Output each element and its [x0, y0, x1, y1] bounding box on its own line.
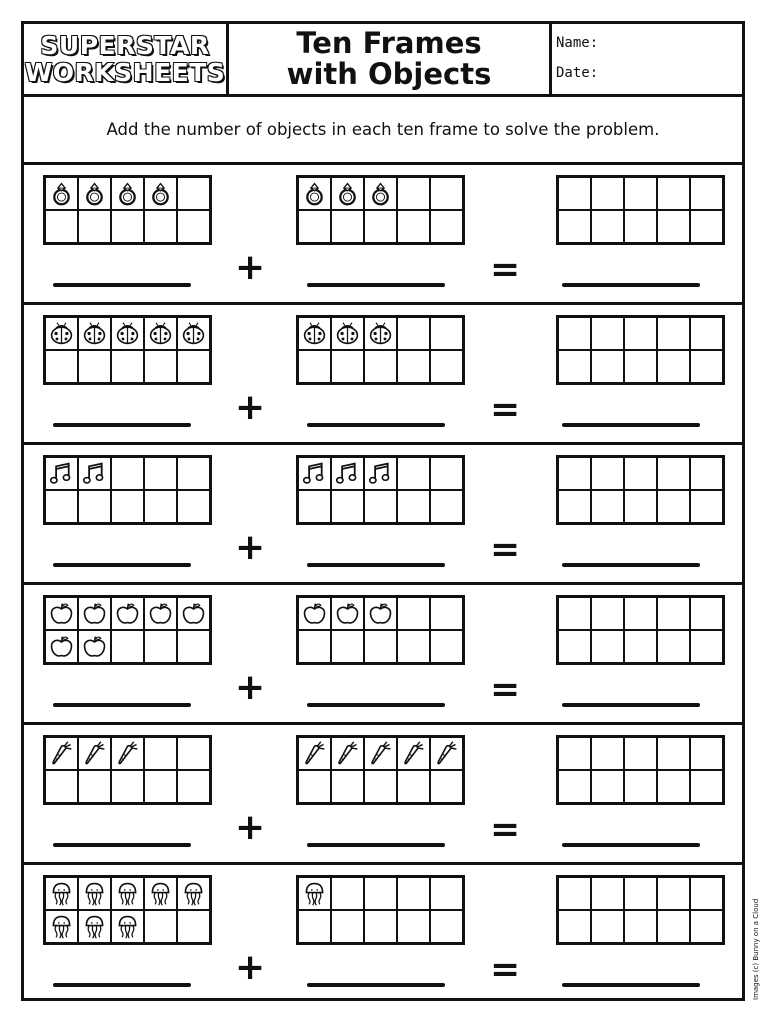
equals-sign: = — [490, 669, 521, 710]
ten-frame-cell — [397, 910, 430, 943]
right-answer-line[interactable] — [307, 983, 445, 987]
header — [24, 24, 742, 97]
ten-frame-cell[interactable] — [558, 737, 591, 770]
ten-frame-cell — [177, 630, 210, 663]
ten-frame-cell — [364, 457, 397, 490]
ten-frame-cell — [78, 317, 111, 350]
ten-frame-cell — [177, 350, 210, 383]
ten-frame-cell — [177, 490, 210, 523]
ten-frame-cell — [111, 877, 144, 910]
ten-frame-cell — [45, 210, 78, 243]
date-field-label[interactable]: Date: — [556, 65, 599, 81]
ten-frame-cell[interactable] — [690, 597, 723, 630]
ten-frame-cell[interactable] — [591, 910, 624, 943]
jellyfish-icon — [48, 913, 75, 940]
ten-frame-cell — [177, 877, 210, 910]
ten-frame-cell — [111, 210, 144, 243]
ten-frame-cell[interactable] — [558, 457, 591, 490]
ten-frame-cell — [144, 597, 177, 630]
ten-frame-cell[interactable] — [591, 490, 624, 523]
right-ten-frame — [296, 595, 465, 665]
left-ten-frame — [43, 875, 212, 945]
sum-answer-line[interactable] — [562, 843, 700, 847]
ten-frame-cell — [144, 877, 177, 910]
left-ten-frame — [43, 595, 212, 665]
ring-icon — [301, 180, 328, 207]
ten-frame-cell[interactable] — [657, 630, 690, 663]
carrot-icon — [334, 740, 361, 767]
ladybug-icon — [48, 320, 75, 347]
ten-frame-cell[interactable] — [657, 490, 690, 523]
ten-frame-cell — [144, 630, 177, 663]
ten-frame-cell — [298, 490, 331, 523]
jellyfish-icon — [81, 880, 108, 907]
ten-frame-cell — [364, 597, 397, 630]
ten-frame-cell — [111, 630, 144, 663]
ten-frame-cell[interactable] — [690, 350, 723, 383]
ladybug-icon — [334, 320, 361, 347]
carrot-icon — [48, 740, 75, 767]
problem-row — [24, 445, 742, 585]
ten-frame-cell — [430, 490, 463, 523]
right-ten-frame — [296, 175, 465, 245]
ten-frame-cell[interactable] — [624, 177, 657, 210]
ten-frame-cell — [298, 317, 331, 350]
plus-sign: + — [235, 247, 266, 288]
ring-icon — [81, 180, 108, 207]
ten-frame-cell — [430, 210, 463, 243]
ring-icon — [367, 180, 394, 207]
left-answer-line[interactable] — [53, 423, 191, 427]
ten-frame-cell — [78, 770, 111, 803]
ten-frame-cell[interactable] — [591, 210, 624, 243]
sum-answer-line[interactable] — [562, 283, 700, 287]
ten-frame-cell — [177, 910, 210, 943]
left-answer-line[interactable] — [53, 283, 191, 287]
ten-frame-cell — [45, 630, 78, 663]
apple-icon — [48, 633, 75, 660]
jellyfish-icon — [81, 913, 108, 940]
ten-frame-cell[interactable] — [558, 177, 591, 210]
ten-frame-cell — [331, 457, 364, 490]
ten-frame-cell — [364, 210, 397, 243]
ten-frame-cell — [331, 597, 364, 630]
ten-frame-cell — [331, 737, 364, 770]
ten-frame-cell — [177, 597, 210, 630]
equals-sign: = — [490, 389, 521, 430]
ten-frame-cell[interactable] — [657, 210, 690, 243]
ten-frame-cell — [111, 737, 144, 770]
carrot-icon — [301, 740, 328, 767]
ladybug-icon — [114, 320, 141, 347]
jellyfish-icon — [301, 880, 328, 907]
ten-frame-cell — [298, 877, 331, 910]
ladybug-icon — [180, 320, 207, 347]
ten-frame-cell — [144, 350, 177, 383]
ten-frame-cell — [177, 177, 210, 210]
music-note-icon — [367, 460, 394, 487]
sum-answer-line[interactable] — [562, 983, 700, 987]
ten-frame-cell — [364, 910, 397, 943]
ten-frame-cell — [144, 770, 177, 803]
ten-frame-cell — [364, 317, 397, 350]
ten-frame-cell — [364, 350, 397, 383]
ten-frame-cell — [430, 770, 463, 803]
ten-frame-cell[interactable] — [624, 350, 657, 383]
ring-icon — [147, 180, 174, 207]
ten-frame-cell — [331, 910, 364, 943]
ten-frame-cell — [45, 877, 78, 910]
ring-icon — [334, 180, 361, 207]
ten-frame-cell — [298, 737, 331, 770]
ten-frame-cell[interactable] — [657, 177, 690, 210]
ten-frame-cell[interactable] — [690, 737, 723, 770]
jellyfish-icon — [48, 880, 75, 907]
answer-ten-frame — [556, 875, 725, 945]
ten-frame-cell — [144, 490, 177, 523]
ten-frame-cell — [177, 210, 210, 243]
ten-frame-cell[interactable] — [690, 177, 723, 210]
ten-frame-cell[interactable] — [591, 350, 624, 383]
carrot-icon — [400, 740, 427, 767]
right-answer-line[interactable] — [307, 563, 445, 567]
ten-frame-cell — [45, 490, 78, 523]
ten-frame-cell — [45, 350, 78, 383]
apple-icon — [367, 600, 394, 627]
apple-icon — [334, 600, 361, 627]
ten-frame-cell — [364, 630, 397, 663]
ten-frame-cell[interactable] — [690, 770, 723, 803]
ladybug-icon — [367, 320, 394, 347]
ten-frame-cell — [111, 770, 144, 803]
ten-frame-cell[interactable] — [624, 770, 657, 803]
title-line-2: with Objects — [286, 57, 492, 91]
ten-frame-cell[interactable] — [591, 737, 624, 770]
ten-frame-cell — [144, 457, 177, 490]
sum-answer-line[interactable] — [562, 703, 700, 707]
apple-icon — [114, 600, 141, 627]
apple-icon — [301, 600, 328, 627]
ten-frame-cell[interactable] — [558, 350, 591, 383]
sum-answer-line[interactable] — [562, 423, 700, 427]
logo-line-2: WORKSHEETS — [24, 58, 226, 87]
carrot-icon — [114, 740, 141, 767]
music-note-icon — [301, 460, 328, 487]
ten-frame-cell — [331, 177, 364, 210]
plus-sign: + — [235, 387, 266, 428]
ten-frame-cell — [144, 737, 177, 770]
right-ten-frame — [296, 455, 465, 525]
ten-frame-cell[interactable] — [690, 317, 723, 350]
ten-frame-cell — [364, 490, 397, 523]
ten-frame-cell — [397, 770, 430, 803]
ten-frame-cell — [298, 770, 331, 803]
plus-sign: + — [235, 807, 266, 848]
ten-frame-cell[interactable] — [690, 490, 723, 523]
ten-frame-cell — [397, 457, 430, 490]
ten-frame-cell[interactable] — [624, 490, 657, 523]
ten-frame-cell — [298, 177, 331, 210]
ten-frame-cell — [397, 350, 430, 383]
plus-sign: + — [235, 667, 266, 708]
ten-frame-cell — [111, 317, 144, 350]
ten-frame-cell — [78, 350, 111, 383]
left-ten-frame — [43, 315, 212, 385]
right-ten-frame — [296, 735, 465, 805]
carrot-icon — [81, 740, 108, 767]
ten-frame-cell[interactable] — [624, 910, 657, 943]
ten-frame-cell[interactable] — [624, 210, 657, 243]
right-answer-line[interactable] — [307, 843, 445, 847]
jellyfish-icon — [180, 880, 207, 907]
ten-frame-cell — [111, 910, 144, 943]
ten-frame-cell[interactable] — [558, 597, 591, 630]
ten-frame-cell — [78, 177, 111, 210]
worksheet — [21, 21, 745, 1001]
ten-frame-cell — [364, 770, 397, 803]
ten-frame-cell — [177, 770, 210, 803]
ten-frame-cell — [331, 770, 364, 803]
ten-frame-cell[interactable] — [690, 210, 723, 243]
ladybug-icon — [301, 320, 328, 347]
page-title — [229, 24, 552, 94]
ten-frame-cell — [78, 630, 111, 663]
ten-frame-cell — [397, 597, 430, 630]
ten-frame-cell — [430, 597, 463, 630]
ten-frame-cell — [364, 877, 397, 910]
ten-frame-cell[interactable] — [624, 317, 657, 350]
ten-frame-cell — [397, 737, 430, 770]
ten-frame-cell — [78, 910, 111, 943]
answer-ten-frame — [556, 175, 725, 245]
ten-frame-cell — [298, 597, 331, 630]
left-answer-line[interactable] — [53, 843, 191, 847]
ten-frame-cell — [298, 910, 331, 943]
ten-frame-cell — [430, 737, 463, 770]
ten-frame-cell — [430, 177, 463, 210]
ten-frame-cell[interactable] — [558, 770, 591, 803]
ten-frame-cell[interactable] — [657, 317, 690, 350]
problem-row — [24, 725, 742, 865]
left-ten-frame — [43, 735, 212, 805]
ten-frame-cell — [144, 317, 177, 350]
ten-frame-cell — [45, 597, 78, 630]
ten-frame-cell[interactable] — [657, 877, 690, 910]
logo — [24, 24, 229, 94]
ten-frame-cell — [111, 350, 144, 383]
ten-frame-cell[interactable] — [591, 177, 624, 210]
carrot-icon — [367, 740, 394, 767]
ten-frame-cell[interactable] — [591, 597, 624, 630]
sum-answer-line[interactable] — [562, 563, 700, 567]
ten-frame-cell[interactable] — [558, 630, 591, 663]
ten-frame-cell — [45, 770, 78, 803]
ten-frame-cell — [430, 317, 463, 350]
ten-frame-cell — [78, 457, 111, 490]
ten-frame-cell — [111, 177, 144, 210]
ten-frame-cell[interactable] — [690, 877, 723, 910]
jellyfish-icon — [147, 880, 174, 907]
ten-frame-cell — [331, 350, 364, 383]
ten-frame-cell[interactable] — [558, 210, 591, 243]
ten-frame-cell — [78, 737, 111, 770]
ten-frame-cell — [331, 490, 364, 523]
left-answer-line[interactable] — [53, 703, 191, 707]
left-ten-frame — [43, 175, 212, 245]
ten-frame-cell — [45, 457, 78, 490]
title-line-1: Ten Frames — [296, 26, 482, 60]
ten-frame-cell — [45, 317, 78, 350]
left-answer-line[interactable] — [53, 563, 191, 567]
problem-row — [24, 585, 742, 725]
ring-icon — [114, 180, 141, 207]
ten-frame-cell[interactable] — [624, 737, 657, 770]
ten-frame-cell — [111, 457, 144, 490]
logo-line-1: SUPERSTAR — [40, 31, 210, 60]
ten-frame-cell — [78, 597, 111, 630]
ten-frame-cell[interactable] — [591, 317, 624, 350]
ten-frame-cell — [430, 630, 463, 663]
problem-row — [24, 165, 742, 305]
apple-icon — [81, 633, 108, 660]
right-answer-line[interactable] — [307, 283, 445, 287]
equals-sign: = — [490, 949, 521, 990]
ten-frame-cell — [45, 910, 78, 943]
ten-frame-cell[interactable] — [657, 910, 690, 943]
right-answer-line[interactable] — [307, 703, 445, 707]
plus-sign: + — [235, 947, 266, 988]
ten-frame-cell[interactable] — [591, 457, 624, 490]
ten-frame-cell[interactable] — [657, 457, 690, 490]
equals-sign: = — [490, 809, 521, 850]
ten-frame-cell — [397, 210, 430, 243]
ten-frame-cell[interactable] — [624, 877, 657, 910]
ten-frame-cell — [298, 210, 331, 243]
ten-frame-cell[interactable] — [591, 630, 624, 663]
ten-frame-cell — [177, 737, 210, 770]
ten-frame-cell[interactable] — [690, 630, 723, 663]
music-note-icon — [81, 460, 108, 487]
ten-frame-cell — [397, 317, 430, 350]
ten-frame-cell — [144, 210, 177, 243]
image-credit: Images (c) Bunny on a Cloud — [752, 898, 760, 1000]
name-field-label[interactable]: Name: — [556, 35, 599, 51]
ten-frame-cell — [397, 630, 430, 663]
apple-icon — [180, 600, 207, 627]
ten-frame-cell — [331, 877, 364, 910]
ten-frame-cell[interactable] — [657, 597, 690, 630]
right-ten-frame — [296, 315, 465, 385]
ten-frame-cell[interactable] — [657, 770, 690, 803]
ten-frame-cell[interactable] — [624, 630, 657, 663]
carrot-icon — [433, 740, 460, 767]
ten-frame-cell — [298, 457, 331, 490]
ten-frame-cell — [78, 210, 111, 243]
ten-frame-cell — [364, 737, 397, 770]
ten-frame-cell — [298, 630, 331, 663]
ten-frame-cell[interactable] — [690, 910, 723, 943]
ten-frame-cell[interactable] — [558, 490, 591, 523]
ten-frame-cell — [397, 490, 430, 523]
ten-frame-cell — [430, 350, 463, 383]
ten-frame-cell — [298, 350, 331, 383]
ten-frame-cell — [364, 177, 397, 210]
ten-frame-cell[interactable] — [624, 457, 657, 490]
ten-frame-cell — [111, 490, 144, 523]
right-ten-frame — [296, 875, 465, 945]
ten-frame-cell — [111, 597, 144, 630]
ring-icon — [48, 180, 75, 207]
apple-icon — [81, 600, 108, 627]
ten-frame-cell — [78, 490, 111, 523]
ladybug-icon — [147, 320, 174, 347]
jellyfish-icon — [114, 913, 141, 940]
music-note-icon — [334, 460, 361, 487]
right-answer-line[interactable] — [307, 423, 445, 427]
ten-frame-cell — [78, 877, 111, 910]
ten-frame-cell[interactable] — [558, 877, 591, 910]
ten-frame-cell[interactable] — [558, 910, 591, 943]
ladybug-icon — [81, 320, 108, 347]
apple-icon — [48, 600, 75, 627]
ten-frame-cell[interactable] — [657, 350, 690, 383]
ten-frame-cell — [177, 317, 210, 350]
ten-frame-cell[interactable] — [624, 597, 657, 630]
left-ten-frame — [43, 455, 212, 525]
plus-sign: + — [235, 527, 266, 568]
answer-ten-frame — [556, 735, 725, 805]
ten-frame-cell — [331, 317, 364, 350]
instructions: Add the number of objects in each ten frame to solve the problem. — [24, 97, 742, 165]
name-date-box — [556, 24, 736, 94]
equals-sign: = — [490, 529, 521, 570]
left-answer-line[interactable] — [53, 983, 191, 987]
ten-frame-cell — [45, 737, 78, 770]
ten-frame-cell — [397, 177, 430, 210]
ten-frame-cell[interactable] — [690, 457, 723, 490]
answer-ten-frame — [556, 595, 725, 665]
problem-row — [24, 305, 742, 445]
ten-frame-cell — [45, 177, 78, 210]
answer-ten-frame — [556, 455, 725, 525]
ten-frame-cell[interactable] — [591, 770, 624, 803]
ten-frame-cell — [331, 210, 364, 243]
equals-sign: = — [490, 249, 521, 290]
ten-frame-cell — [177, 457, 210, 490]
ten-frame-cell — [430, 910, 463, 943]
ten-frame-cell — [430, 457, 463, 490]
ten-frame-cell — [397, 877, 430, 910]
ten-frame-cell — [144, 177, 177, 210]
answer-ten-frame — [556, 315, 725, 385]
ten-frame-cell — [144, 910, 177, 943]
ten-frame-cell[interactable] — [657, 737, 690, 770]
jellyfish-icon — [114, 880, 141, 907]
ten-frame-cell — [430, 877, 463, 910]
music-note-icon — [48, 460, 75, 487]
problem-row — [24, 865, 742, 1005]
ten-frame-cell — [331, 630, 364, 663]
ten-frame-cell[interactable] — [558, 317, 591, 350]
apple-icon — [147, 600, 174, 627]
ten-frame-cell[interactable] — [591, 877, 624, 910]
